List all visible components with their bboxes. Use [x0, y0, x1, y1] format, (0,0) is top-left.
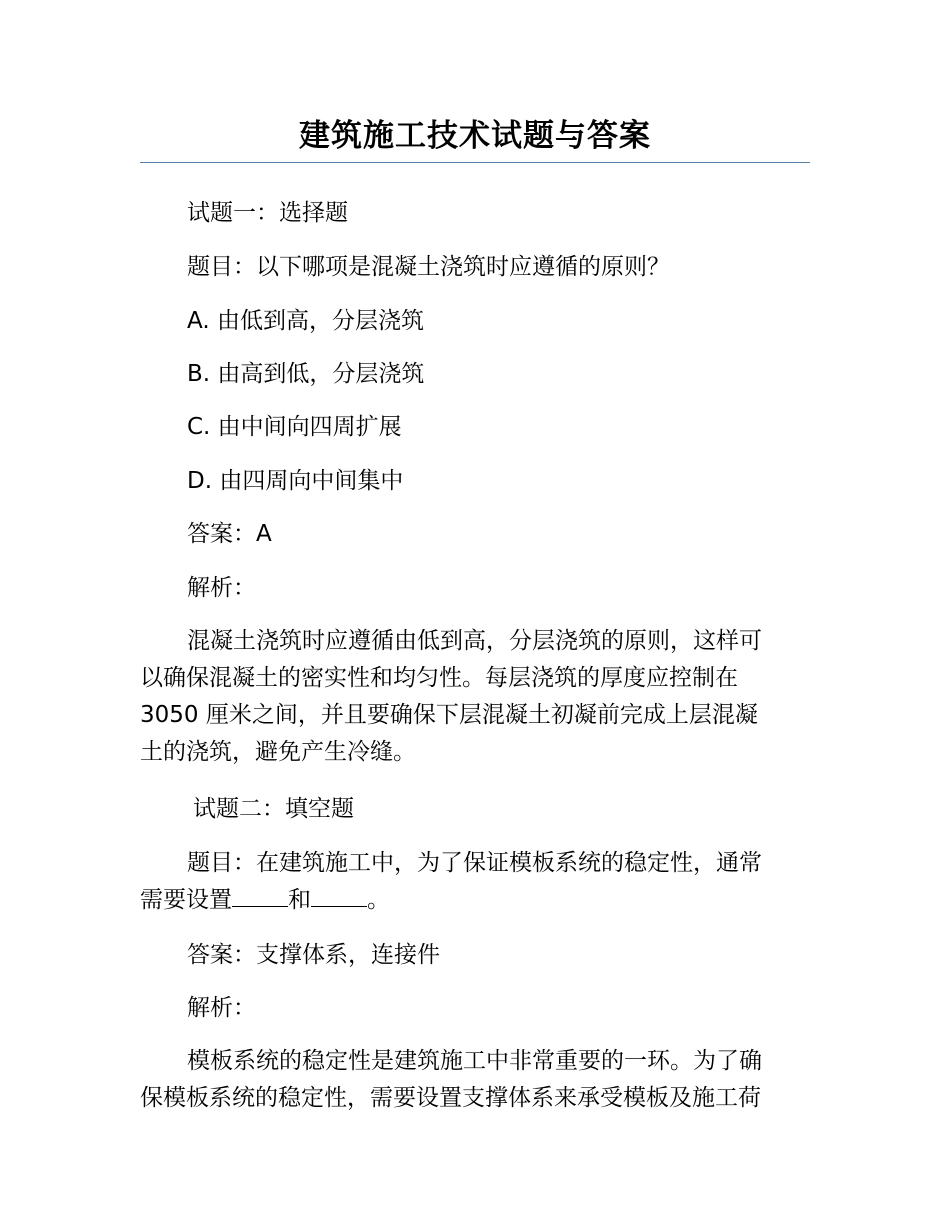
q2-analysis-line: 模板系统的稳定性是建筑施工中非常重要的一环。为了确	[187, 1048, 762, 1074]
title-divider	[140, 162, 810, 163]
q1-heading: 试题一：选择题	[187, 200, 348, 226]
q1-analysis-line: 以确保混凝土的密实性和均匀性。每层浇筑的厚度应控制在	[140, 665, 738, 691]
q2-question-line	[140, 882, 812, 919]
q2-question-text: 和	[288, 887, 311, 913]
q1-option-b: B. 由高到低，分层浇筑	[187, 361, 425, 387]
q2-question-line: 题目：在建筑施工中，为了保证模板系统的稳定性，通常	[187, 850, 762, 876]
q2-answer: 答案：支撑体系，连接件	[187, 942, 440, 968]
q1-analysis-label: 解析：	[187, 575, 256, 601]
q1-analysis-line: 混凝土浇筑时应遵循由低到高，分层浇筑的原则，这样可	[187, 628, 762, 654]
q1-analysis-line: 土的浇筑，避免产生冷缝。	[140, 739, 416, 765]
q2-heading: 试题二：填空题	[193, 796, 354, 822]
q2-question-text: 需要设置	[140, 887, 232, 913]
q2-analysis-paragraph	[140, 1043, 812, 1117]
q1-question: 题目：以下哪项是混凝土浇筑时应遵循的原则？	[187, 254, 670, 280]
fill-blank-1[interactable]	[232, 884, 288, 907]
q2-question-text: 。	[367, 887, 390, 913]
q2-question-paragraph	[140, 845, 812, 919]
q1-analysis-line: 3050 厘米之间，并且要确保下层混凝土初凝前完成上层混凝	[140, 702, 758, 728]
q1-option-d: D. 由四周向中间集中	[187, 468, 404, 494]
q1-option-c: C. 由中间向四周扩展	[187, 414, 402, 440]
q1-analysis-paragraph	[140, 623, 812, 771]
fill-blank-2[interactable]	[311, 884, 367, 907]
q2-analysis-line: 保模板系统的稳定性，需要设置支撑体系来承受模板及施工荷	[140, 1085, 761, 1111]
q1-answer: 答案：A	[187, 521, 272, 547]
q2-analysis-label: 解析：	[187, 995, 256, 1021]
q1-option-a: A. 由低到高，分层浇筑	[187, 308, 424, 334]
page-title: 建筑施工技术试题与答案	[299, 118, 651, 154]
